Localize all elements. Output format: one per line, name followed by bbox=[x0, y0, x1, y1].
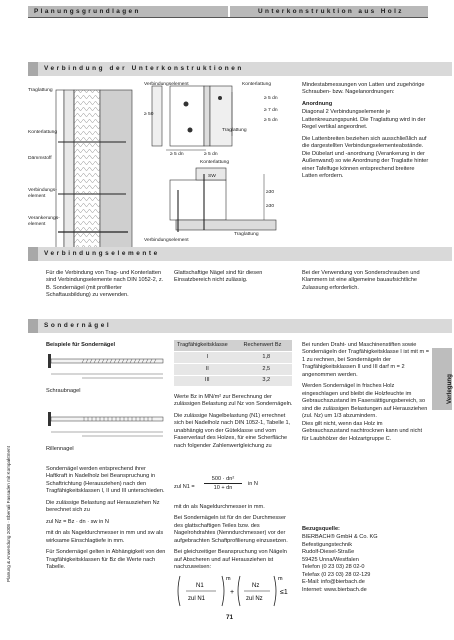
connection-diagram bbox=[28, 82, 290, 262]
table-row bbox=[174, 363, 292, 375]
label-konterlattung-top: Konterlattung bbox=[242, 82, 272, 87]
dim-50-left: ≥ 50 bbox=[144, 112, 154, 117]
section3-col1-p1: Sondernägel werden entsprechend ihrer Haftkraft in Nadelholz bei Beanspruchung in Schaftrichtung (Herausziehen) nach den Tragfähigkeitsklassen I, II und III unterschieden. bbox=[46, 466, 165, 495]
formula-denominator: 10 + dn bbox=[213, 485, 233, 491]
section3-col3-p1: Bei runden Draht- und Maschinenstiften sowie Sondernägeln der Tragfähigkeitsklasse I ist mit m = 1 zu rechnen, bei Sondernägeln der Tragfähigkeitsklassen II und III darf m = 2 angenommen werden. bbox=[302, 342, 430, 378]
combined-load-formula-svg bbox=[176, 574, 292, 608]
section3-col1-formula: zul Nz = Bz · dn · sw in N bbox=[46, 518, 109, 525]
table-cell: 3,2 bbox=[241, 375, 292, 387]
table-cell: I bbox=[174, 352, 241, 364]
table-cell: III bbox=[174, 375, 241, 387]
svg-text:≤1: ≤1 bbox=[280, 589, 288, 596]
dim-30: ≥30 bbox=[266, 190, 275, 195]
formula-unit: in N bbox=[248, 481, 258, 487]
label-verankerungselement: Verankerungs- element bbox=[28, 216, 60, 227]
combined-load-formula bbox=[176, 574, 292, 608]
page-number: 71 bbox=[226, 614, 234, 621]
section3-col1 bbox=[46, 466, 166, 576]
bezugsquelle-line: Rudolf-Diesel-Straße bbox=[302, 549, 355, 556]
section-title-verbindungselemente: Verbindungselemente bbox=[44, 250, 160, 257]
table-cell: 1,8 bbox=[241, 352, 292, 364]
label-verbindungselement-bottom: Verbindungselement bbox=[144, 238, 189, 243]
section3-col2-p5: Bei gleichzeitiger Beanspruchung von Nägeln auf Abscheren und auf Herausziehen ist nachzuweisen: bbox=[174, 549, 287, 571]
svg-text:N1: N1 bbox=[196, 583, 204, 589]
section3-col2-p3: mit dn als Nageldurchmesser in mm. bbox=[174, 504, 265, 510]
traglatte-left bbox=[56, 90, 64, 258]
bezugsquelle-line: Telefax (0 23 03) 28 02-129 bbox=[302, 571, 371, 578]
label-traglattung-bottom: Traglattung bbox=[234, 232, 259, 237]
label-traglattung-mid: Traglattung bbox=[222, 128, 247, 133]
chapter-tab[interactable] bbox=[432, 348, 452, 410]
konterlatte-left bbox=[64, 90, 74, 258]
label-konterlattung-mid: Konterlattung bbox=[200, 160, 230, 165]
section1-p1: Mindestabmessungen von Latten und zugehörige Schrauben- bzw. Nagelanordnungen: bbox=[302, 82, 425, 96]
section2-col1: Für die Verbindung von Trag- und Konterlatten sind Verbindungselemente nach DIN 1052-2, z. B. Sondernägel (mit profilierter Schaftausbildung) zu verwenden. bbox=[46, 270, 164, 299]
table-header: Tragfähigkeitsklasse bbox=[174, 340, 241, 352]
svg-text:+: + bbox=[230, 589, 235, 596]
section-band-verbindung bbox=[28, 62, 452, 76]
section3-col3-p2: Werden Sondernägel in frisches Holz eingeschlagen und bleibt die Holzfeuchte im Gebrauchszustand im Fasersättigungsbereich, so sind die zulässigen Belastungen auf Herausziehen (zul. Nz) um 1/3 abzumindern. bbox=[302, 383, 428, 420]
bezugsquelle-line: BIERBACH® GmbH & Co. KG bbox=[302, 534, 378, 541]
section-title-sondernaegel: Sondernägel bbox=[44, 322, 112, 329]
label-verbindungselement-top: Verbindungselement bbox=[144, 82, 189, 87]
daemmstoff-layer bbox=[74, 90, 100, 258]
label-daemmstoff: Dämmstoff bbox=[28, 156, 52, 161]
label-schraubnagel: Schraubnagel bbox=[46, 388, 81, 394]
section3-col2-p2: Die zulässige Nagelbelastung (N1) errechnet sich bei Nadelholz nach DIN 1052-1, Tabelle 1, unabhängig von der Güteklasse und vom Faserverlauf des Holzes, für eine Scherfläche nach folgender Zahlenwertgleichung zu bbox=[174, 412, 291, 449]
dim-5dn-a: ≥ 5 dn bbox=[264, 96, 278, 101]
table-row bbox=[174, 375, 292, 387]
table-cell: II bbox=[174, 363, 241, 375]
running-header bbox=[28, 6, 428, 18]
side-publication-text: Planung & Anwendung 2008 · Ebenali Fassaden mit Kompaktment bbox=[6, 446, 11, 582]
formula-zul-n1 bbox=[174, 476, 294, 500]
section-band-sondernaegel bbox=[28, 319, 452, 333]
section3-col3 bbox=[302, 342, 430, 447]
section2-col3: Bei der Verwendung von Sonderschrauben und Klammern ist eine allgemeine bauaufsichtliche Zulassung erforderlich. bbox=[302, 270, 420, 291]
section-band-verbindungselemente bbox=[28, 247, 452, 261]
header-left: Planungsgrundlagen bbox=[28, 6, 228, 17]
svg-text:zul N1: zul N1 bbox=[188, 596, 206, 602]
nail-figures bbox=[46, 352, 166, 462]
tragfaehigkeit-table bbox=[174, 340, 292, 387]
svg-text:zul Nz: zul Nz bbox=[246, 596, 263, 602]
section3-col2-lower bbox=[174, 504, 294, 576]
dim-5dn-b: ≥ 5 dn bbox=[264, 118, 278, 123]
chapter-tab-label: Verlegung bbox=[446, 374, 453, 404]
table-cell: 2,5 bbox=[241, 363, 292, 375]
section1-heading-anordnung: Anordnung bbox=[302, 100, 333, 107]
label-traglattung-left: Traglattung bbox=[28, 88, 53, 93]
bezugsquelle-email[interactable]: E-Mail: info@bierbach.de bbox=[302, 579, 365, 586]
section3-col1-p3: mit dn als Nageldurchmesser in mm und sw als wirksame Einschlagtiefe in mm. bbox=[46, 530, 164, 544]
beispiele-heading: Beispiele für Sondernägel bbox=[46, 342, 116, 348]
band-marker bbox=[28, 62, 38, 76]
bezugsquelle-title: Bezugsquelle: bbox=[302, 526, 340, 532]
section3-col2-p1: Werte Bz in MN/m² zur Berechnung der zulässigen Belastung zul Nz von Sondernägeln. bbox=[174, 394, 293, 408]
label-sw: SW bbox=[208, 174, 216, 179]
header-right: Unterkonstruktion aus Holz bbox=[228, 6, 428, 17]
bezugsquelle-line: 59425 Unna/Westfalen bbox=[302, 556, 359, 563]
table-header-row bbox=[174, 340, 292, 352]
bezugsquelle-website[interactable]: Internet: www.bierbach.de bbox=[302, 586, 367, 593]
label-konterlattung-left: Konterlattung bbox=[28, 130, 58, 135]
section-title-verbindung: Verbindung der Unterkonstruktionen bbox=[44, 65, 244, 72]
label-rillennagel: Rillennagel bbox=[46, 446, 74, 452]
section3-col2 bbox=[174, 394, 294, 454]
section1-p2: Diagonal 2 Verbindungselemente je Lattenkreuzungspunkt. Die Traglattung wird in der Regel vertikal angeordnet. bbox=[302, 109, 426, 131]
section3-col1-p2: Die zulässige Belastung auf Herausziehen Nz berechnet sich zu bbox=[46, 499, 160, 514]
dim-5dn-d: ≥ 5 dn bbox=[204, 152, 218, 157]
section2-col2: Glattschaftige Nägel sind für diesen Einsatzbereich nicht zulässig. bbox=[174, 270, 263, 284]
wall-layer bbox=[100, 90, 132, 258]
formula-left: zul N1 = bbox=[174, 484, 195, 490]
section3-col3-p3: Dies gilt nicht, wenn das Holz im Gebrauchszustand nachtrocknen kann und nicht für Laubhölzer der Holzartgruppe C. bbox=[302, 420, 423, 442]
section1-text bbox=[302, 82, 430, 185]
svg-text:m: m bbox=[226, 576, 231, 582]
bezugsquelle-block bbox=[302, 526, 430, 594]
bezugsquelle-line: Telefon (0 23 03) 28 02-0 bbox=[302, 564, 365, 571]
svg-text:m: m bbox=[278, 576, 283, 582]
label-verbindungselement-left: Verbindungs- element bbox=[28, 188, 57, 199]
svg-text:Nz: Nz bbox=[252, 583, 260, 589]
section3-col1-p4: Für Sondernägel gelten in Abhängigkeit von den Tragfähigkeitsklassen für Bz die Werte nach Tabelle. bbox=[46, 549, 166, 571]
dim-30b: ≥30 bbox=[266, 204, 275, 209]
table-row bbox=[174, 352, 292, 364]
dim-5dn-c: ≥ 5 dn bbox=[170, 152, 184, 157]
section1-p3: Die Lattenbreiten beziehen sich ausschließlich auf die dargestellten Verbindungselementeabstände. Die Dübelart und -anordnung (Verankerung in der Außenwand) so wie Anordnung der Traglatte hinter einer Tafelfuge können entsprechend breitere Latten erfordern. bbox=[302, 135, 429, 180]
section3-col2-p4: Bei Sondernägeln ist für dn der Durchmesser des glattschaftigen Teiles bzw. des Nagelrohdrahtes (Nenndurchmesser) vor der aufgebrachten Schaftprofilierung einzusetzen. bbox=[174, 515, 288, 544]
table-header: Rechenwert Bz bbox=[241, 340, 292, 352]
bezugsquelle-line: Befestigungstechnik bbox=[302, 541, 353, 548]
dim-7dn: ≥ 7 dn bbox=[264, 108, 278, 113]
formula-numerator: 500 · dn² bbox=[204, 476, 242, 484]
